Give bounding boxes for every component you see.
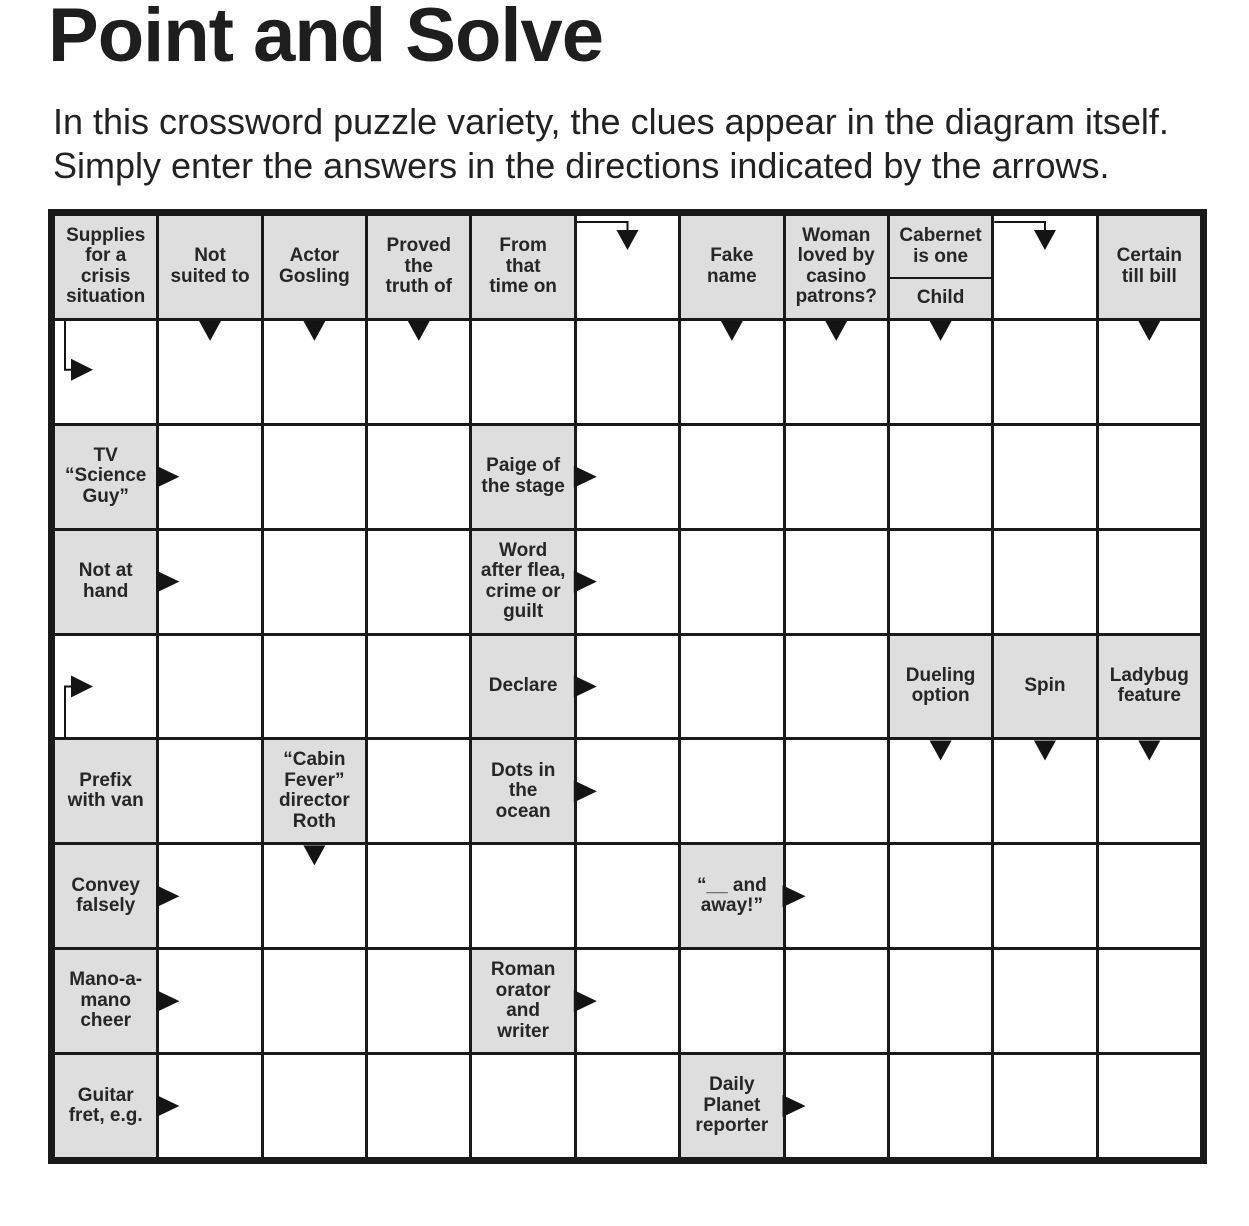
answer-cell[interactable] — [1099, 740, 1200, 842]
clue-cell — [472, 216, 573, 318]
answer-cell[interactable] — [368, 426, 469, 528]
answer-cell[interactable] — [994, 740, 1095, 842]
answer-cell[interactable] — [1099, 531, 1200, 633]
instructions — [53, 100, 1233, 188]
clue-cell — [264, 216, 365, 318]
answer-cell[interactable] — [55, 321, 156, 423]
clue-cell — [55, 216, 156, 318]
answer-cell[interactable] — [159, 321, 260, 423]
answer-cell[interactable] — [1099, 426, 1200, 528]
clue-text-bottom: Child — [916, 287, 965, 309]
clue-text: Woman loved by casino patrons? — [795, 224, 877, 308]
answer-cell[interactable] — [577, 426, 678, 528]
answer-cell[interactable] — [577, 531, 678, 633]
answer-cell[interactable] — [368, 636, 469, 738]
clue-cell — [55, 950, 156, 1052]
answer-cell[interactable] — [577, 321, 678, 423]
answer-cell[interactable] — [994, 216, 1095, 318]
clue-text: Prefix with van — [67, 769, 144, 812]
clue-text: Paige of the stage — [481, 455, 565, 497]
answer-cell[interactable] — [994, 845, 1095, 947]
answer-cell[interactable] — [786, 845, 887, 947]
clue-text: “__ and away!” — [697, 874, 767, 917]
answer-cell[interactable] — [368, 845, 469, 947]
answer-cell[interactable] — [786, 1055, 887, 1157]
answer-cell[interactable] — [264, 531, 365, 633]
clue-text: Word after flea, crime or guilt — [480, 539, 566, 623]
clue-text: Certain till bill — [1116, 245, 1183, 287]
clue-cell — [681, 1055, 782, 1157]
answer-cell[interactable] — [159, 636, 260, 738]
clue-text: Proved the truth of — [385, 235, 452, 298]
answer-cell[interactable] — [368, 1055, 469, 1157]
answer-cell[interactable] — [1099, 845, 1200, 947]
answer-cell[interactable] — [890, 950, 991, 1052]
crossword-grid — [48, 209, 1207, 1164]
clue-cell — [55, 845, 156, 947]
answer-cell[interactable] — [577, 636, 678, 738]
answer-cell[interactable] — [681, 950, 782, 1052]
clue-cell — [681, 216, 782, 318]
answer-cell[interactable] — [681, 636, 782, 738]
answer-cell[interactable] — [1099, 321, 1200, 423]
answer-cell[interactable] — [264, 426, 365, 528]
answer-cell[interactable] — [368, 950, 469, 1052]
answer-cell[interactable] — [577, 216, 678, 318]
answer-cell[interactable] — [577, 740, 678, 842]
clue-text: Daily Planet reporter — [695, 1074, 769, 1137]
answer-cell[interactable] — [890, 321, 991, 423]
answer-cell[interactable] — [681, 531, 782, 633]
clue-cell — [994, 636, 1095, 738]
answer-cell[interactable] — [264, 845, 365, 947]
answer-cell[interactable] — [890, 426, 991, 528]
clue-text: Dots in the ocean — [490, 759, 556, 822]
answer-cell[interactable] — [577, 845, 678, 947]
instructions-line-1: In this crossword puzzle variety, the clues appear in the diagram itself. — [53, 101, 1169, 142]
clue-cell — [1099, 636, 1200, 738]
clue-text: From that time on — [489, 235, 557, 298]
clue-text: TV “Science Guy” — [65, 444, 147, 507]
clue-cell — [55, 531, 156, 633]
answer-cell[interactable] — [1099, 950, 1200, 1052]
answer-cell[interactable] — [368, 740, 469, 842]
clue-cell — [1099, 216, 1200, 318]
clue-text: Not at hand — [78, 560, 133, 602]
answer-cell[interactable] — [577, 950, 678, 1052]
clue-text: Guitar fret, e.g. — [68, 1084, 143, 1127]
instructions-line-2: Simply enter the answers in the directions indicated by the arrows. — [53, 145, 1110, 186]
answer-cell[interactable] — [786, 321, 887, 423]
answer-cell[interactable] — [681, 321, 782, 423]
answer-cell[interactable] — [159, 845, 260, 947]
clue-text: “Cabin Fever” director Roth — [279, 749, 350, 832]
answer-cell[interactable] — [472, 845, 573, 947]
clue-cell — [472, 531, 573, 633]
answer-cell[interactable] — [681, 740, 782, 842]
clue-text: Ladybug feature — [1109, 664, 1189, 707]
answer-cell[interactable] — [786, 636, 887, 738]
clue-text-top: Cabernet is one — [899, 225, 982, 267]
answer-cell[interactable] — [264, 636, 365, 738]
answer-cell[interactable] — [786, 531, 887, 633]
clue-cell — [681, 845, 782, 947]
answer-cell[interactable] — [368, 321, 469, 423]
clue-cell — [55, 1055, 156, 1157]
answer-cell[interactable] — [994, 950, 1095, 1052]
answer-cell[interactable] — [159, 531, 260, 633]
clue-cell — [264, 740, 365, 842]
answer-cell[interactable] — [786, 426, 887, 528]
clue-text: Spin — [1024, 675, 1066, 697]
answer-cell[interactable] — [890, 845, 991, 947]
clue-cell — [472, 740, 573, 842]
answer-cell[interactable] — [994, 1055, 1095, 1157]
answer-cell[interactable] — [264, 1055, 365, 1157]
answer-cell[interactable] — [1099, 1055, 1200, 1157]
answer-cell[interactable] — [994, 321, 1095, 423]
clue-text: Dueling option — [905, 664, 976, 707]
answer-cell[interactable] — [890, 1055, 991, 1157]
clue-cell — [368, 216, 469, 318]
answer-cell[interactable] — [681, 426, 782, 528]
clue-text: Not suited to — [170, 245, 250, 287]
answer-cell[interactable] — [472, 321, 573, 423]
answer-cell[interactable] — [159, 740, 260, 842]
clue-cell — [159, 216, 260, 318]
answer-cell[interactable] — [264, 950, 365, 1052]
clue-cell — [472, 426, 573, 528]
clue-cell — [472, 950, 573, 1052]
clue-text: Supplies for a crisis situation — [66, 224, 146, 308]
clue-text: Actor Gosling — [279, 245, 350, 287]
clue-cell — [55, 740, 156, 842]
clue-text: Convey falsely — [71, 874, 140, 917]
answer-cell[interactable] — [55, 636, 156, 738]
clue-text: Roman orator and writer — [490, 959, 556, 1042]
clue-text: Declare — [488, 675, 558, 697]
split-clue-cell — [890, 216, 991, 318]
answer-cell[interactable] — [890, 740, 991, 842]
answer-cell[interactable] — [159, 426, 260, 528]
clue-cell — [890, 636, 991, 738]
answer-cell[interactable] — [890, 531, 991, 633]
clue-cell — [55, 426, 156, 528]
answer-cell[interactable] — [368, 531, 469, 633]
answer-cell[interactable] — [994, 426, 1095, 528]
answer-cell[interactable] — [159, 1055, 260, 1157]
answer-cell[interactable] — [472, 1055, 573, 1157]
puzzle-title: Point and Solve — [48, 0, 604, 78]
clue-cell — [472, 636, 573, 738]
answer-cell[interactable] — [577, 1055, 678, 1157]
answer-cell[interactable] — [159, 950, 260, 1052]
answer-cell[interactable] — [264, 321, 365, 423]
clue-text: Mano-a- mano cheer — [69, 969, 143, 1032]
answer-cell[interactable] — [994, 531, 1095, 633]
answer-cell[interactable] — [786, 740, 887, 842]
clue-text: Fake name — [707, 245, 757, 287]
clue-cell — [786, 216, 887, 318]
answer-cell[interactable] — [786, 950, 887, 1052]
